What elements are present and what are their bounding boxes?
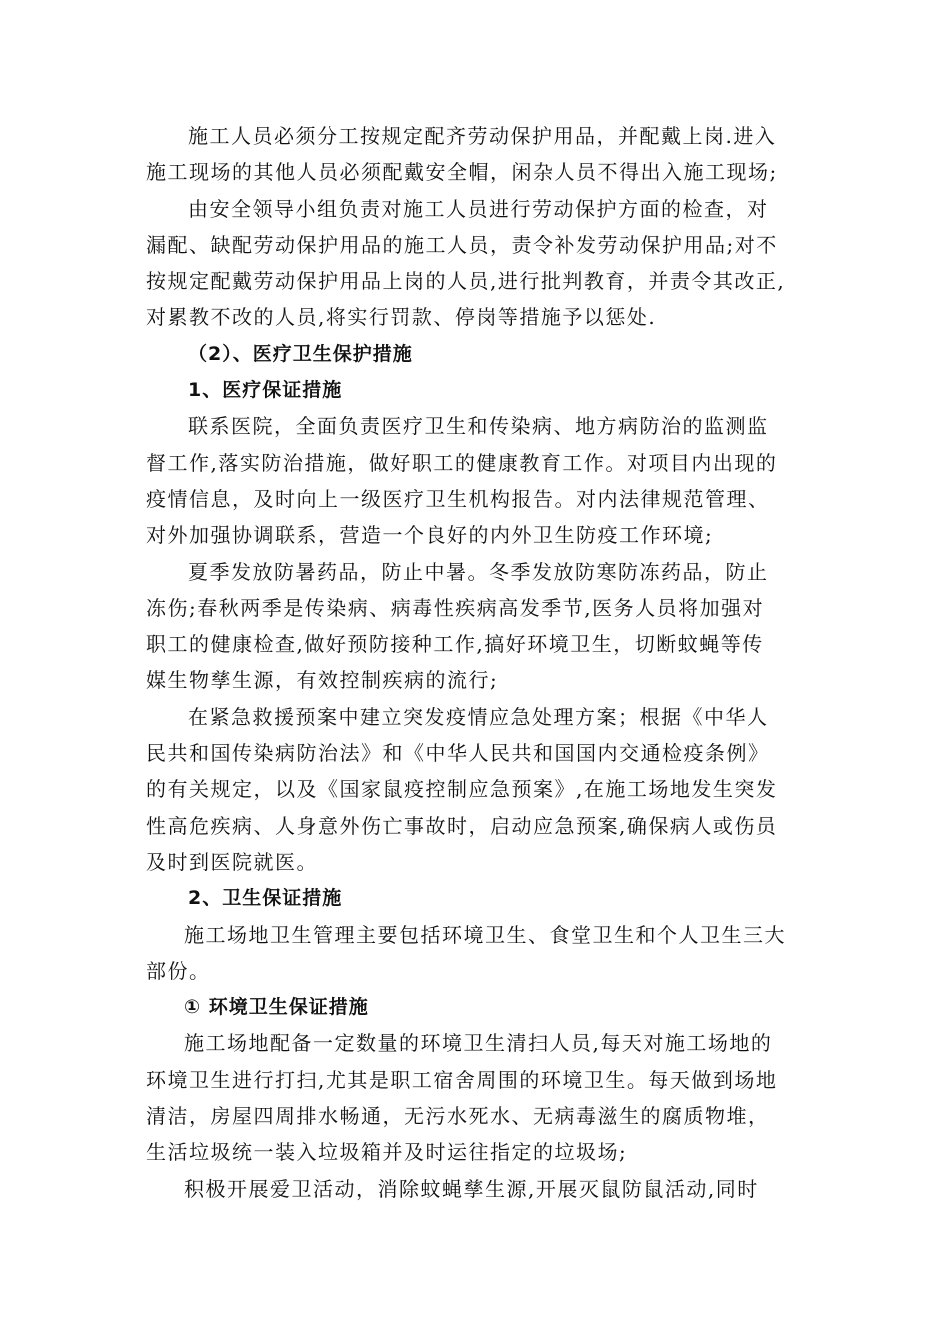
text-line: 部份。 — [146, 958, 211, 983]
text-line: 对外加强协调联系，营造一个良好的内外卫生防疫工作环境; — [146, 523, 714, 548]
section-heading: （2）、医疗卫生保护措施 — [188, 342, 413, 365]
text-line: 夏季发放防暑药品，防止中暑。冬季发放防寒防冻药品，防止 — [188, 559, 769, 584]
text-line: 对累教不改的人员,将实行罚款、停岗等措施予以惩处. — [146, 305, 657, 330]
text-line: 性高危疾病、人身意外伤亡事故时，启动应急预案,确保病人或伤员 — [146, 813, 778, 838]
section-heading: ① 环境卫生保证措施 — [184, 996, 369, 1019]
text-line: 施工人员必须分工按规定配齐劳动保护用品，并配戴上岗.进入 — [188, 124, 777, 148]
text-line: 疫情信息，及时向上一级医疗卫生机构报告。对内法律规范管理、 — [146, 486, 770, 511]
text-line: 按规定配戴劳动保护用品上岗的人员,进行批判教育，并责令其改正, — [146, 269, 786, 294]
text-line: 冻伤;春秋两季是传染病、病毒性疾病高发季节,医务人员将加强对 — [146, 595, 765, 620]
text-line: 由安全领导小组负责对施工人员进行劳动保护方面的检查，对 — [188, 196, 769, 221]
text-line: 积极开展爱卫活动，消除蚊蝇孳生源,开展灭鼠防鼠活动,同时 — [184, 1176, 759, 1201]
text-line: 漏配、缺配劳动保护用品的施工人员，责令补发劳动保护用品;对不 — [146, 232, 778, 257]
text-line: 生活垃圾统一装入垃圾箱并及时运往指定的垃圾场; — [146, 1140, 628, 1165]
text-line: 媒生物孳生源，有效控制疾病的流行; — [146, 668, 499, 693]
text-line: 清洁，房屋四周排水畅通，无污水死水、无病毒滋生的腐质物堆， — [146, 1104, 770, 1129]
text-line: 的有关规定，以及《国家鼠疫控制应急预案》,在施工场地发生突发 — [146, 777, 778, 802]
text-line: 民共和国传染病防治法》和《中华人民共和国国内交通检疫条例》 — [146, 741, 770, 766]
text-line: 施工现场的其他人员必须配戴安全帽，闲杂人员不得出入施工现场; — [146, 160, 778, 185]
text-line: 在紧急救援预案中建立突发疫情应急处理方案；根据《中华人 — [188, 704, 769, 729]
text-line: 联系医院，全面负责医疗卫生和传染病、地方病防治的监测监 — [188, 414, 769, 439]
text-line: 施工场地配备一定数量的环境卫生清扫人员,每天对施工场地的 — [184, 1031, 773, 1056]
text-line: 施工场地卫生管理主要包括环境卫生、食堂卫生和个人卫生三大 — [184, 922, 786, 947]
text-line: 及时到医院就医。 — [146, 849, 318, 874]
text-line: 职工的健康检查,做好预防接种工作,搞好环境卫生，切断蚊蝇等传 — [146, 632, 764, 657]
section-heading: 1、医疗保证措施 — [188, 379, 343, 402]
document-body — [146, 118, 814, 1207]
text-line: 环境卫生进行打扫,尤其是职工宿舍周围的环境卫生。每天做到场地 — [146, 1067, 778, 1092]
text-line: 督工作,落实防治措施，做好职工的健康教育工作。对项目内出现的 — [146, 450, 778, 475]
section-heading: 2、卫生保证措施 — [188, 887, 343, 910]
